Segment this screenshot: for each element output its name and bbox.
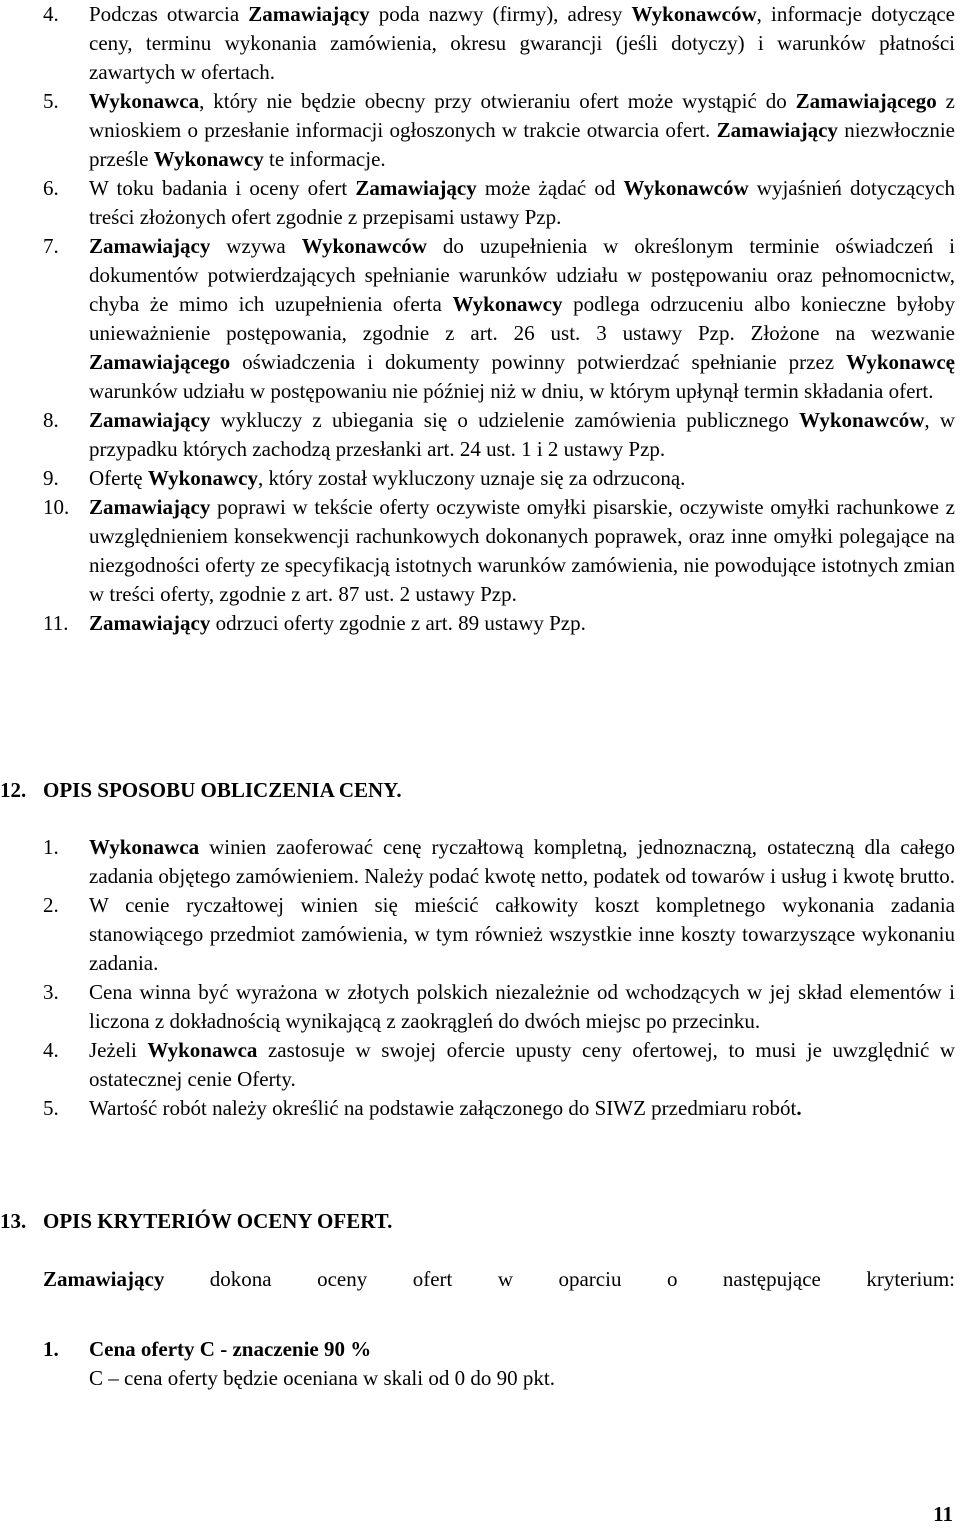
list-item [0,406,960,464]
list-item [0,464,960,493]
section-title: OPIS KRYTERIÓW OCENY OFERT. [43,1209,393,1233]
list-item-number: 3. [43,980,59,1004]
list-item [0,87,960,174]
list-item-text: Ofertę Wykonawcy, który został wykluczony uznaje się za odrzuconą. [89,466,686,490]
list-item [0,978,960,1036]
list-item-text: W cenie ryczałtowej winien się mieścić całkowity koszt kompletnego wykonania zadania stanowiącego przedmiot zamówienia, w tym również wszystkie inne koszty towarzyszące wykonaniu zadania. [89,893,955,975]
list-item-text: Zamawiający wzywa Wykonawców do uzupełnienia w określonym terminie oświadczeń i dokumentów potwierdzających spełnianie warunków udziału w postępowaniu oraz pełnomocnictw, chyba że mimo ich uzupełnienia oferta Wykonawcy podlega odrzuceniu albo konieczne byłoby unieważnienie postępowania, zgodnie z art. 26 ust. 3 ustawy Pzp. Złożone na wezwanie Zamawiającego oświadczenia i dokumenty powinny potwierdzać spełnianie przez Wykonawcę warunków udziału w postępowaniu nie później niż w dniu, w którym upłynął termin składania ofert. [89,234,956,403]
list-item-text: Zamawiający odrzuci oferty zgodnie z art. 89 ustawy Pzp. [89,611,586,635]
section-number: 12. [0,778,27,802]
list-item [0,0,960,87]
list-item-number: 10. [43,495,70,519]
list-item-text: Wartość robót należy określić na podstawie załączonego do SIWZ przedmiaru robót. [89,1096,802,1120]
list-item-number: 7. [43,234,59,258]
numbered-list-price [0,833,960,1123]
list-item [0,833,960,891]
criterion-description: C – cena oferty będzie oceniana w skali od 0 do 90 pkt. [89,1366,555,1390]
page-number: 11 [933,1502,953,1526]
list-item-number: 4. [43,2,59,26]
list-item-text: Wykonawca winien zaoferować cenę ryczałtową kompletną, jednoznaczną, ostateczną dla całego zadania objętego zamówieniem. Należy podać kwotę netto, podatek od towarów i usług i kwotę brutto. [89,835,955,888]
numbered-list-procedure [0,0,960,638]
list-item-number: 5. [43,89,59,113]
criterion-title: Cena oferty C - znaczenie 90 % [89,1337,372,1361]
criterion-number: 1. [43,1337,59,1361]
list-item-text: Zamawiający wykluczy z ubiegania się o udzielenie zamówienia publicznego Wykonawców, w przypadku których zachodzą przesłanki art. 24 ust. 1 i 2 ustawy Pzp. [89,408,955,461]
list-item-text: Cena winna być wyrażona w złotych polskich niezależnie od wchodzących w jej skład elementów i liczona z dokładnością wynikającą z zaokrągleń do dwóch miejsc po przecinku. [89,980,955,1033]
list-item [0,232,960,406]
list-item-text: W toku badania i oceny ofert Zamawiający może żądać od Wykonawców wyjaśnień dotyczących treści złożonych ofert zgodnie z przepisami ustawy Pzp. [89,176,955,229]
list-item-number: 4. [43,1038,59,1062]
criteria-intro-paragraph: Zamawiający dokona oceny ofert w oparciu o następujące kryterium: [43,1267,955,1291]
list-item-number: 2. [43,893,59,917]
list-item-text: Jeżeli Wykonawca zastosuje w swojej ofercie upusty ceny ofertowej, to musi je uwzględnić w ostatecznej cenie Oferty. [89,1038,955,1091]
list-item-number: 1. [43,835,59,859]
list-item [0,1036,960,1094]
list-item-text: Wykonawca, który nie będzie obecny przy otwieraniu ofert może wystąpić do Zamawiającego z wnioskiem o przesłanie informacji ogłoszonych w trakcie otwarcia ofert. Zamawiający niezwłocznie prześle Wykonawcy te informacje. [89,89,955,171]
list-item-text: Podczas otwarcia Zamawiający poda nazwy (firmy), adresy Wykonawców, informacje dotyczące ceny, terminu wykonania zamówienia, okresu gwarancji (jeśli dotyczy) i warunków płatności zawartych w ofertach. [89,2,956,84]
list-item-number: 11. [43,611,69,635]
list-item [0,174,960,232]
list-item [0,891,960,978]
list-item-number: 5. [43,1096,59,1120]
list-item-number: 6. [43,176,59,200]
list-item-number: 8. [43,408,59,432]
list-item-text: Zamawiający poprawi w tekście oferty oczywiste omyłki pisarskie, oczywiste omyłki rachunkowe z uwzględnieniem konsekwencji rachunkowych dokonanych poprawek, oraz inne omyłki polegające na niezgodności oferty ze specyfikacją istotnych warunków zamówienia, nie powodujące istotnych zmian w treści oferty, zgodnie z art. 87 ust. 2 ustawy Pzp. [89,495,955,606]
list-item-number: 9. [43,466,59,490]
list-item [0,493,960,609]
section-title: OPIS SPOSOBU OBLICZENIA CENY. [43,778,402,802]
list-item [0,1094,960,1123]
section-number: 13. [0,1209,27,1233]
list-item [0,609,960,638]
